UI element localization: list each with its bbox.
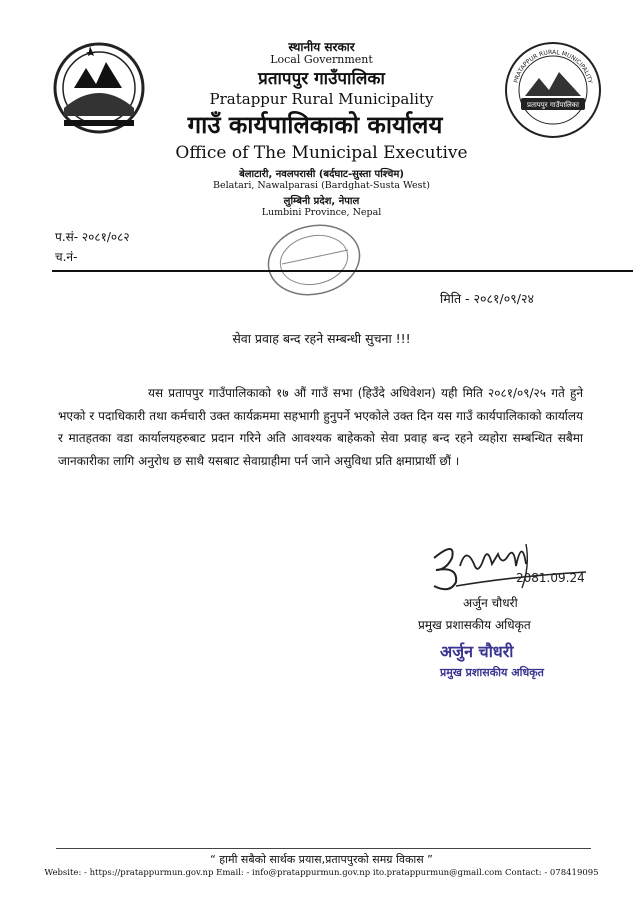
letter-date: मिति - २०८१/०९/२४ (440, 291, 534, 306)
office-title-np: गाउँ कार्यपालिकाको कार्यालय (187, 111, 443, 139)
office-title-en: Office of The Municipal Executive (175, 143, 468, 163)
footer-slogan: “ हामी सबैको सार्थक प्रयास,प्रतापपुरको समग्र विकास ” (210, 853, 433, 866)
local-gov-en: Local Government (270, 53, 373, 66)
province-np: लुम्बिनी प्रदेश, नेपाल (283, 196, 360, 207)
province-en: Lumbini Province, Nepal (261, 207, 382, 218)
address-en: Belatari, Nawalparasi (Bardghat-Susta West) (213, 180, 430, 191)
footer-contact: Website: - https://pratappurmun.gov.np Email: - info@pratappurmun.gov.np ito.pratappurmun@gmail.com Contact: - 078419095 (44, 868, 599, 878)
signature-icon (426, 536, 596, 598)
office-stamp-icon (262, 220, 367, 300)
signatory-title: प्रमुख प्रशासकीय अधिकृत (418, 618, 531, 632)
seal-ring-text: PRATAPPUR RURAL MUNICIPALITY (512, 48, 594, 85)
dispatch-number: च.नं- (55, 250, 78, 264)
letter-subject: सेवा प्रवाह बन्द रहने सम्बन्धी सुचना !!! (232, 331, 411, 346)
letter-body: यस प्रतापपुर गाउँपालिकाको १७ औं गाउँ सभा (हिउँदे अधिवेशन) यही मिति २०८१/०९/२५ गते हुने भएको र पदाधिकारी तथा कर्मचारी उक्त कार्यक्रममा सहभागी हुनुपर्ने भएकोले उक्त दिन यस गाउँ कार्यपालिकाको कार्यालय र मातहतका वडा कार्यालयहरुबाट प्रदान गरिने अति आवश्यक बाहेकको सेवा प्रवाह बन्द रहने व्यहोरा सम्बन्धित सबैमा जानकारीका लागि अनुरोध छ साथै यसबाट सेवाग्राहीमा पर्न जाने असुविधा प्रति क्षमाप्रार्थी छौं । (58, 386, 583, 468)
stamp-name: अर्जुन चौधरी (440, 642, 514, 661)
seal-center-text: प्रतापपुर गाउँपालिका (527, 101, 579, 109)
reference-number: प.सं- २०८१/०८२ (55, 230, 130, 244)
municipality-name-np: प्रतापपुर गाउँपालिका (258, 69, 385, 89)
signature-date: 2081.09.24 (516, 571, 585, 585)
footer-divider (56, 848, 591, 849)
municipality-name-en: Pratappur Rural Municipality (209, 90, 434, 108)
local-gov-np: स्थानीय सरकार (288, 40, 355, 54)
stamp-title: प्रमुख प्रशासकीय अधिकृत (440, 666, 544, 679)
address-np: बेलाटारी, नवलपरासी (बर्दघाट-सुस्ता पश्चिम) (239, 169, 404, 180)
signatory-name: अर्जुन चौधरी (463, 596, 518, 610)
header-divider (52, 270, 633, 272)
